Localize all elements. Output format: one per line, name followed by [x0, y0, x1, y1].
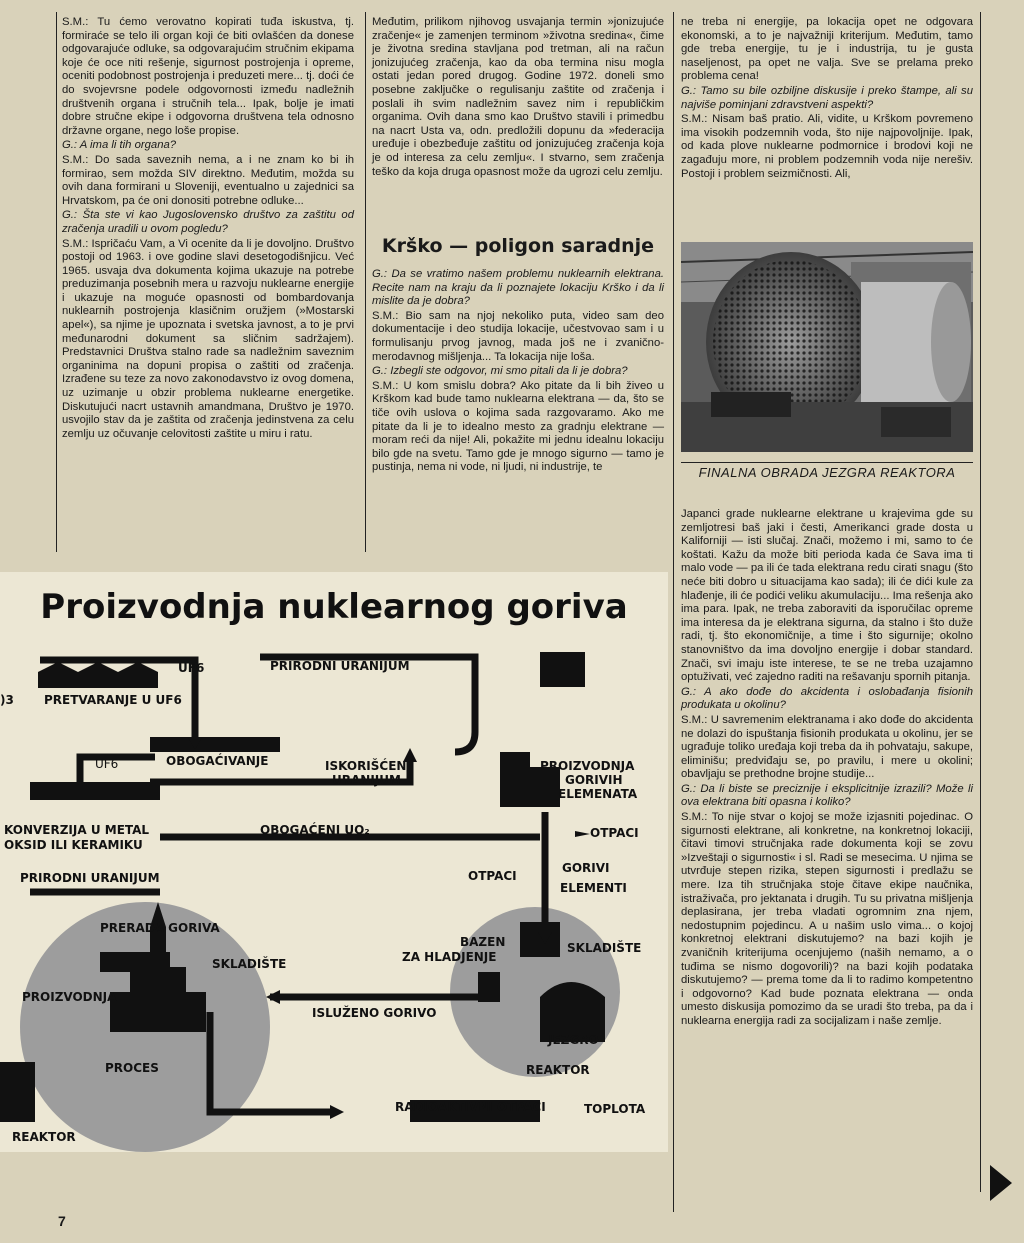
page-number: 7 [58, 1213, 66, 1229]
paragraph: G.: Izbegli ste odgovor, mi smo pitali da li je dobra? [372, 365, 628, 378]
label-proizvodnja-gorivih-1: PROIZVODNJA [540, 759, 635, 773]
paragraph: G.: Šta ste vi kao Jugoslovensko društvo za zaštitu od zračenja uradili u ovom pogledu? [62, 209, 354, 235]
paragraph: G.: Da se vratimo našem problemu nuklearnih elektrana. Recite nam na kraju da li poznajete lokaciju Krško i da li mislite da je dobra? [372, 268, 664, 308]
label-proizvodnja-gorivih-3: ELEMENATA [558, 787, 638, 801]
paragraph: S.M.: U kom smislu dobra? Ako pitate da li bih živeo u Krškom kad bude tamo nuklearna elektrana — da, što se tiče ovih uslova o kojima sada razgovaramo. Ako me pitate da li je to idealno mesto za gradnju elektrane — moram reći da nije! Ali, pokažite mi jednu idealnu lokaciju bilo gde na svetu. Tamo gde je mnogo sigurno — tamo je pustinja, nema ni vode, ni ljudi, ni industrije, te [372, 379, 664, 474]
label-pretvaranje: PRETVARANJE U UF6 [44, 693, 182, 707]
label-konverzija-2: OKSID ILI KERAMIKU [4, 838, 143, 852]
article-column-1 [62, 16, 354, 442]
article-column-3-top [681, 16, 973, 182]
column-rule [980, 12, 981, 1192]
label-proizvodnja-left: PROIZVODNJA [22, 990, 117, 1004]
label-isluzeno: ISLUŽENO GORIVO [312, 1006, 437, 1020]
section-heading: Krško — poligon saradnje [381, 235, 655, 257]
label-prirodni-bottom: PRIRODNI URANIJUM [20, 871, 160, 885]
label-uf6-top: UF6 [178, 661, 205, 675]
paragraph: S.M.: To nije stvar o kojoj se može izjasniti pojedinac. O sigurnosti elektrane, ali konkretne, na konkretnoj lokaciji, čitavi timovi stručnjaka rade dokumenta koji se zovu »Izveštaji o sigurnosti« i sl. Radi se mesecima. U njima se utvrđuje stepen rizika, stepen sigurnosti i predlažu se mere. Iza tih stručnjaka stoje čitave ekipe naučnika, istraživača, pro jektanata i drugih. Tu su privatna mišljenja deplasirana, jer treba vladati ogromnim zna njem, nedostupnim pojedincu. A u našim uslo vima... o kojoj konkretnoj elektrani diskutujemo? na bazi kojih je zvaničnih kriterijuma ocenjujemo (naših nemamo, a o tuđima se nismo dogovorili)? na bazi kojih podataka diskutujemo? — prema tome da li to radimo kompetentno i odgovorno? Kad bude poznata elektrana — onda umesto diskusija pomozimo da se uradi što treba, pa da i nuklearna energija radi za socijalizam i naše zemlje. [681, 811, 973, 1027]
paragraph: ne treba ni energije, pa lokacija opet ne odgovara ekonomski, a to je najvažniji kriterijum. Međutim, tamo gde treba energije, tu je i industrija, tu je gusta naseljenost, pa opet ne valja. Sve se prelama preko problema cena! [681, 16, 973, 83]
storage-icon [540, 652, 585, 687]
article-column-2-top [372, 16, 664, 180]
label-bazen-2: ZA HLADJENJE [402, 950, 497, 964]
paragraph: S.M.: Bio sam na njoj nekoliko puta, video sam deo dokumentacije i deo studija lokacije, učestvovao sam i u formulisanju prvog javnog, mada još ne i zvanično-merodavnog mišljenja... Ta lokacija nije loša. [372, 309, 664, 363]
column-rule [673, 12, 674, 1212]
paragraph: S.M.: U savremenim elektranama i ako dođe do akcidenta ne dolazi do ispuštanja fisionih produkata u okolinu, jer se ugrađuje toliko uređaja koji treba da ih pohvataju, sakupe, eliminišu; predviđaju se, po pravilu, i mere u okolini; obavljaju se prethodne brojne studije... [681, 713, 973, 781]
paragraph: S.M.: Tu ćemo verovatno kopirati tuđa iskustva, tj. formiraće se telo ili organ koji će biti ovlašćen da donese odgovarajuće odluke, sa odgovarajućim stručnim ekipama koje će oce niti rešenje, sigurnost postrojenja i opreme, oceniti podobnost postrojenja i preduzeti mere... tj. doći će do svojevrsne podele odgovornosti između nadležnih društvenih organa i stručnih tela... Ipak, bolje je imati dobre stručne ekipe i odgovorna društvena tela odnosno državne organe, nego loše propise. [62, 16, 354, 137]
nuclear-fuel-cycle-diagram [0, 572, 668, 1152]
label-skladiste-right: SKLADIŠTE [567, 941, 642, 955]
label-reaktor-right: REAKTOR [526, 1063, 590, 1077]
article-column-3-bottom [681, 508, 973, 1030]
paragraph: G.: A ima li tih organa? [62, 139, 177, 152]
reactor-core-photo [681, 242, 973, 452]
label-iskorisceni-2: URANIJUM [332, 773, 401, 787]
enrichment-plant-icon [150, 737, 280, 752]
paragraph: Japanci grade nuklearne elektrane u krajevima gde su zemljotresi baš jaki i česti, Amerikanci grade dosta u Kaliforniji — isti slučaj. Znači, možemo i mi, samo to će koštati. Kažu da može biti perioda kada će Sava ima ti malo vode — pa ili će tada elektrana redu cirati snagu (što neće biti dobro u situacijama kao sada); ili će dići kule za hlađenje, ili će podići veliku akumulaciju... Ima rešenja ako ima para. Ipak, ne treba zaboraviti da isporučilac opreme ima interesa da je elektrana sigurna, da stalno i što duže radi, tj. što ekonomičnije, a time i što sigurnije; okolno stanovništvo da ima dovoljno energije i dobar standard. Znači, svi imaju iste interese, te se ne treba uzajamno optuživati, već zajedno raditi na rešavanju spornih pitanja. [681, 508, 973, 684]
reactor-left-icon [0, 1062, 35, 1122]
paragraph: G.: Da li biste se preciznije i eksplicitnije izrazili? Može li ova elektrana biti opasna i koliko? [681, 782, 973, 809]
diagram-title: Proizvodnja nuklearnog goriva [40, 587, 628, 627]
paragraph: S.M.: Nisam baš pratio. Ali, vidite, u Krškom povremeno ima visokih podzemnih voda, što nije najpovoljnije. Ipak, od kada plove nuklearne podmornice i brodovi koji ne zagađuju more, ni problem podzemnih voda nije nerešiv. Postoji i problem seizmičnosti. Ali, [681, 113, 973, 180]
label-otpaci-1: OTPACI [590, 826, 639, 840]
paragraph: G.: Tamo su bile ozbiljne diskusije i preko štampe, ali su najviše pominjani zdravstveni aspekti? [681, 84, 973, 111]
conversion-plant-icon [38, 672, 158, 688]
label-prirodni-top: PRIRODNI URANIJUM [270, 659, 410, 673]
label-iskorisceni-1: ISKORIŠĆENI [325, 759, 411, 773]
label-otpaci-2: OTPACI [468, 869, 517, 883]
label-uf6-mid: UF6 [95, 757, 119, 771]
label-toplota: TOPLOTA [584, 1102, 646, 1116]
cooling-pool-icon [520, 922, 560, 957]
paragraph: Međutim, prilikom njihovog usvajanja termin »jonizujuće zračenje« je zamenjen terminom »životna sredina«, čime je životna sredina stavljana pod tretman, ali na račun jonizujućeg zračenja, kao da oba termina nisu mogla ostati jedan pored drugog. Godine 1972. doneli smo posebne zaključke o regulisanju zaštite od zračenja i poslali ih svim nadležnim savez nim i republičkim organima. Ovih dana smo kao Društvo stavili i primedbu na nacrt Usta va, odn. predložili dopunu da »federacija uređuje i obezbeđuje zaštitu od jonizujućeg zračenja koja je od interesa za celu zemlju«. I stvarno, sem zračenja teško da koja druga opasnost može da ugrozi celu zemlju. [372, 16, 664, 178]
article-column-2-bottom [372, 268, 664, 476]
label-gorivi-1: GORIVI [562, 861, 610, 875]
storage-block-icon [478, 972, 500, 1002]
label-skladiste-left: SKLADIŠTE [212, 957, 287, 971]
label-u3: )3 [0, 693, 14, 707]
next-page-arrow-icon [990, 1165, 1012, 1201]
label-obogacivanje: OBOGAĆIVANJE [166, 754, 269, 768]
label-prerada: PRERADA GORIVA [100, 921, 220, 935]
photo-caption: FINALNA OBRADA JEZGRA REAKTORA [681, 462, 973, 480]
label-bazen-1: BAZEN [460, 935, 506, 949]
paragraph: S.M.: Do sada saveznih nema, a i ne znam ko bi ih formirao, sem možda SIV direktno. Međutim, možda su ovih dana formirani u Sloveniji, eventualno u zajednici sa Hrvatskom, pa će oni donositi potrebne odluke... [62, 153, 354, 207]
label-obogaceni: OBOGAĆENI UO₂ [260, 823, 370, 837]
label-jezgro: JEZGRO [548, 1033, 599, 1047]
label-gorivi-2: ELEMENTI [560, 881, 627, 895]
label-proces: PROCES [105, 1061, 159, 1075]
column-rule [365, 12, 366, 552]
label-konverzija-1: KONVERZIJA U METAL [4, 823, 150, 837]
column-rule [56, 12, 57, 552]
paragraph: G.: A ako dođe do akcidenta i oslobađanja fisionih produkata u okolinu? [681, 685, 973, 712]
label-radioaktivni: RADIOAKTIVNI OTPACI [395, 1100, 546, 1114]
label-proizvodnja-gorivih-2: GORIVIH [565, 773, 623, 787]
label-reaktor-left: REAKTOR [12, 1130, 76, 1144]
metal-conversion-plant-icon [30, 782, 160, 800]
paragraph: S.M.: Ispričaću Vam, a Vi ocenite da li je dovoljno. Društvo postoji od 1963. i ove godine slavi desetogodišnjicu. Već 1965. usvaja dva dokumenta kojima ukazuje na potrebe preduzimanja posebnih mera u razvoju nuklearne energije i ukazuje na moguće opasnosti od bombardovanja nuklearnih postrojenja klasičnim oružjem (»Mostarski apel«), sa njime je upoznata i svetska javnost, a to je prvi međunarodni dokument sa sličnim sadržajem). Predstavnici Društva stalno rade sa nadležnim saveznim organinima na dopuni propisa o zaštiti od zračenja. Izrađene su teze za novo zakonodavstvo iz ovog domena, uz uzimanje u obzir problema nuklearne energetike. Diskutujući nacrt ustavnih amandmana, Društvo je 1970. usvojilo stav da je zaštita od zračenja jedinstvena za celu zemlju uz očuvanje celovitosti zaštite u miru i ratu. [62, 237, 354, 440]
